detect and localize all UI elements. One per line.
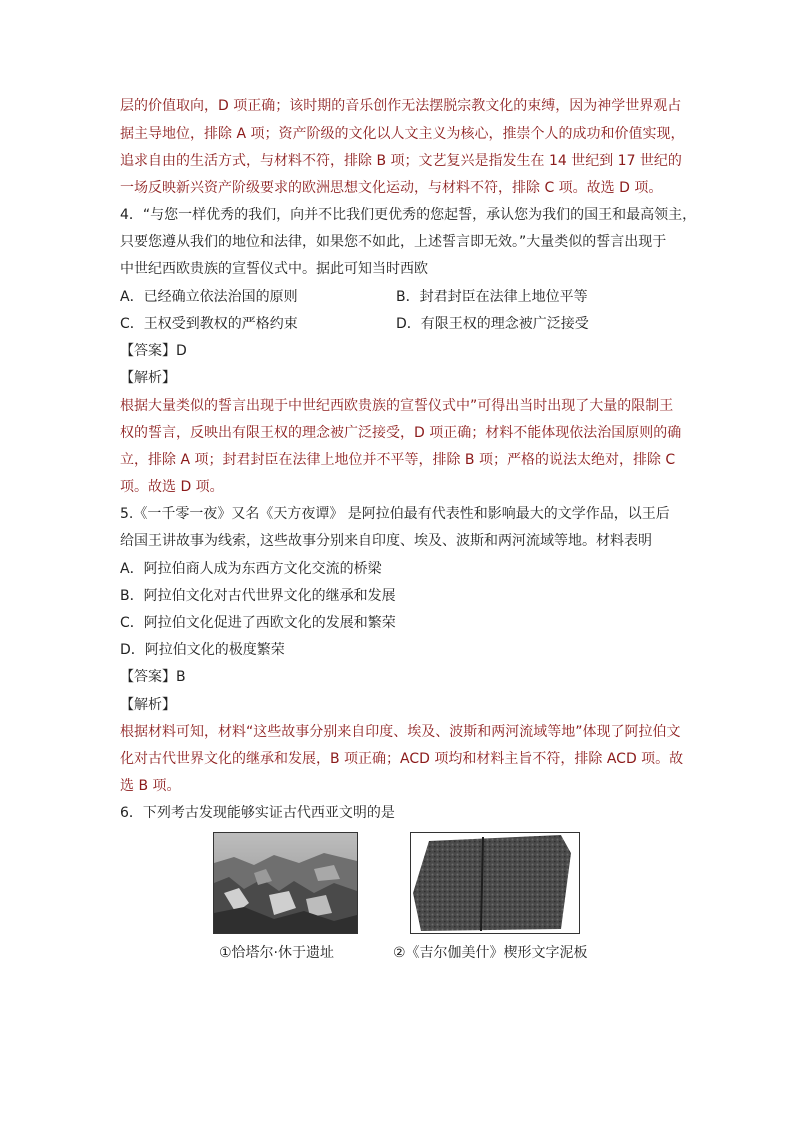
question-5-stem-line: 给国王讲故事为线索，这些故事分别来自印度、埃及、波斯和两河流域等地。材料表明 <box>120 533 652 549</box>
analysis-line: 追求自由的生活方式，与材料不符，排除 B 项；文艺复兴是指发生在 14 世纪到 17 世纪的 <box>120 153 682 169</box>
question-5-option-b: B．阿拉伯文化对古代世界文化的继承和发展 <box>120 588 396 604</box>
question-4-analysis-label: 【解析】 <box>120 370 176 386</box>
question-4-analysis-line: 立，排除 A 项；封君封臣在法律上地位并不平等，排除 B 项；严格的说法太绝对，排除 C <box>120 452 676 468</box>
question-5-answer: 【答案】B <box>120 669 186 685</box>
clay-tablet-figure <box>410 832 580 934</box>
question-4-option-d: D．有限王权的理念被广泛接受 <box>396 316 589 332</box>
question-5-analysis-label: 【解析】 <box>120 697 176 713</box>
question-4-analysis-line: 项。故选 D 项。 <box>120 479 224 495</box>
question-5-analysis-line: 选 B 项。 <box>120 778 181 794</box>
question-4-analysis-line: 根据大量类似的誓言出现于中世纪西欧贵族的宣誓仪式中”可得出当时出现了大量的限制王 <box>120 398 674 414</box>
question-4-stem-line: 只要您遵从我们的地位和法律，如果您不如此，上述誓言即无效。”大量类似的誓言出现于 <box>120 234 667 250</box>
question-4-analysis-line: 权的誓言，反映出有限王权的理念被广泛接受，D 项正确；材料不能体现依法治国原则的确 <box>120 425 682 441</box>
question-5-stem-line: 5.《一千零一夜》又名《天方夜谭》 是阿拉伯最有代表性和影响最大的文学作品，以王后 <box>120 506 670 522</box>
question-4-stem-line: 4．“与您一样优秀的我们，向并不比我们更优秀的您起誓，承认您为我们的国王和最高领主， <box>120 207 697 223</box>
question-6-stem: 6．下列考古发现能够实证古代西亚文明的是 <box>120 805 395 821</box>
question-4-answer: 【答案】D <box>120 343 187 359</box>
site-photo-image <box>214 833 357 933</box>
question-4-option-c: C．王权受到教权的严格约束 <box>120 316 298 332</box>
question-5-option-a: A．阿拉伯商人成为东西方文化交流的桥梁 <box>120 561 382 577</box>
analysis-line: 据主导地位，排除 A 项；资产阶级的文化以人文主义为核心，推崇个人的成功和价值实现， <box>120 126 685 142</box>
figure-2-caption: ②《吉尔伽美什》楔形文字泥板 <box>393 945 588 961</box>
analysis-line: 层的价值取向，D 项正确；该时期的音乐创作无法摆脱宗教文化的束缚，因为神学世界观占 <box>120 98 682 114</box>
site-photo-figure <box>213 832 358 934</box>
question-5-analysis-line: 根据材料可知，材料“这些故事分别来自印度、埃及、波斯和两河流域等地”体现了阿拉伯文 <box>120 724 681 740</box>
analysis-line: 一场反映新兴资产阶级要求的欧洲思想文化运动，与材料不符，排除 C 项。故选 D 项。 <box>120 180 663 196</box>
question-4-stem-line: 中世纪西欧贵族的宣誓仪式中。据此可知当时西欧 <box>120 261 428 277</box>
question-4-option-b: B．封君封臣在法律上地位平等 <box>396 289 588 305</box>
figure-1-caption: ①恰塔尔·休于遗址 <box>219 945 335 961</box>
clay-tablet-image <box>411 833 579 933</box>
question-5-option-c: C．阿拉伯文化促进了西欧文化的发展和繁荣 <box>120 615 396 631</box>
question-5-option-d: D．阿拉伯文化的极度繁荣 <box>120 642 285 658</box>
question-5-analysis-line: 化对古代世界文化的继承和发展，B 项正确；ACD 项均和材料主旨不符，排除 ACD 项。故 <box>120 751 684 767</box>
question-4-option-a: A．已经确立依法治国的原则 <box>120 289 298 305</box>
